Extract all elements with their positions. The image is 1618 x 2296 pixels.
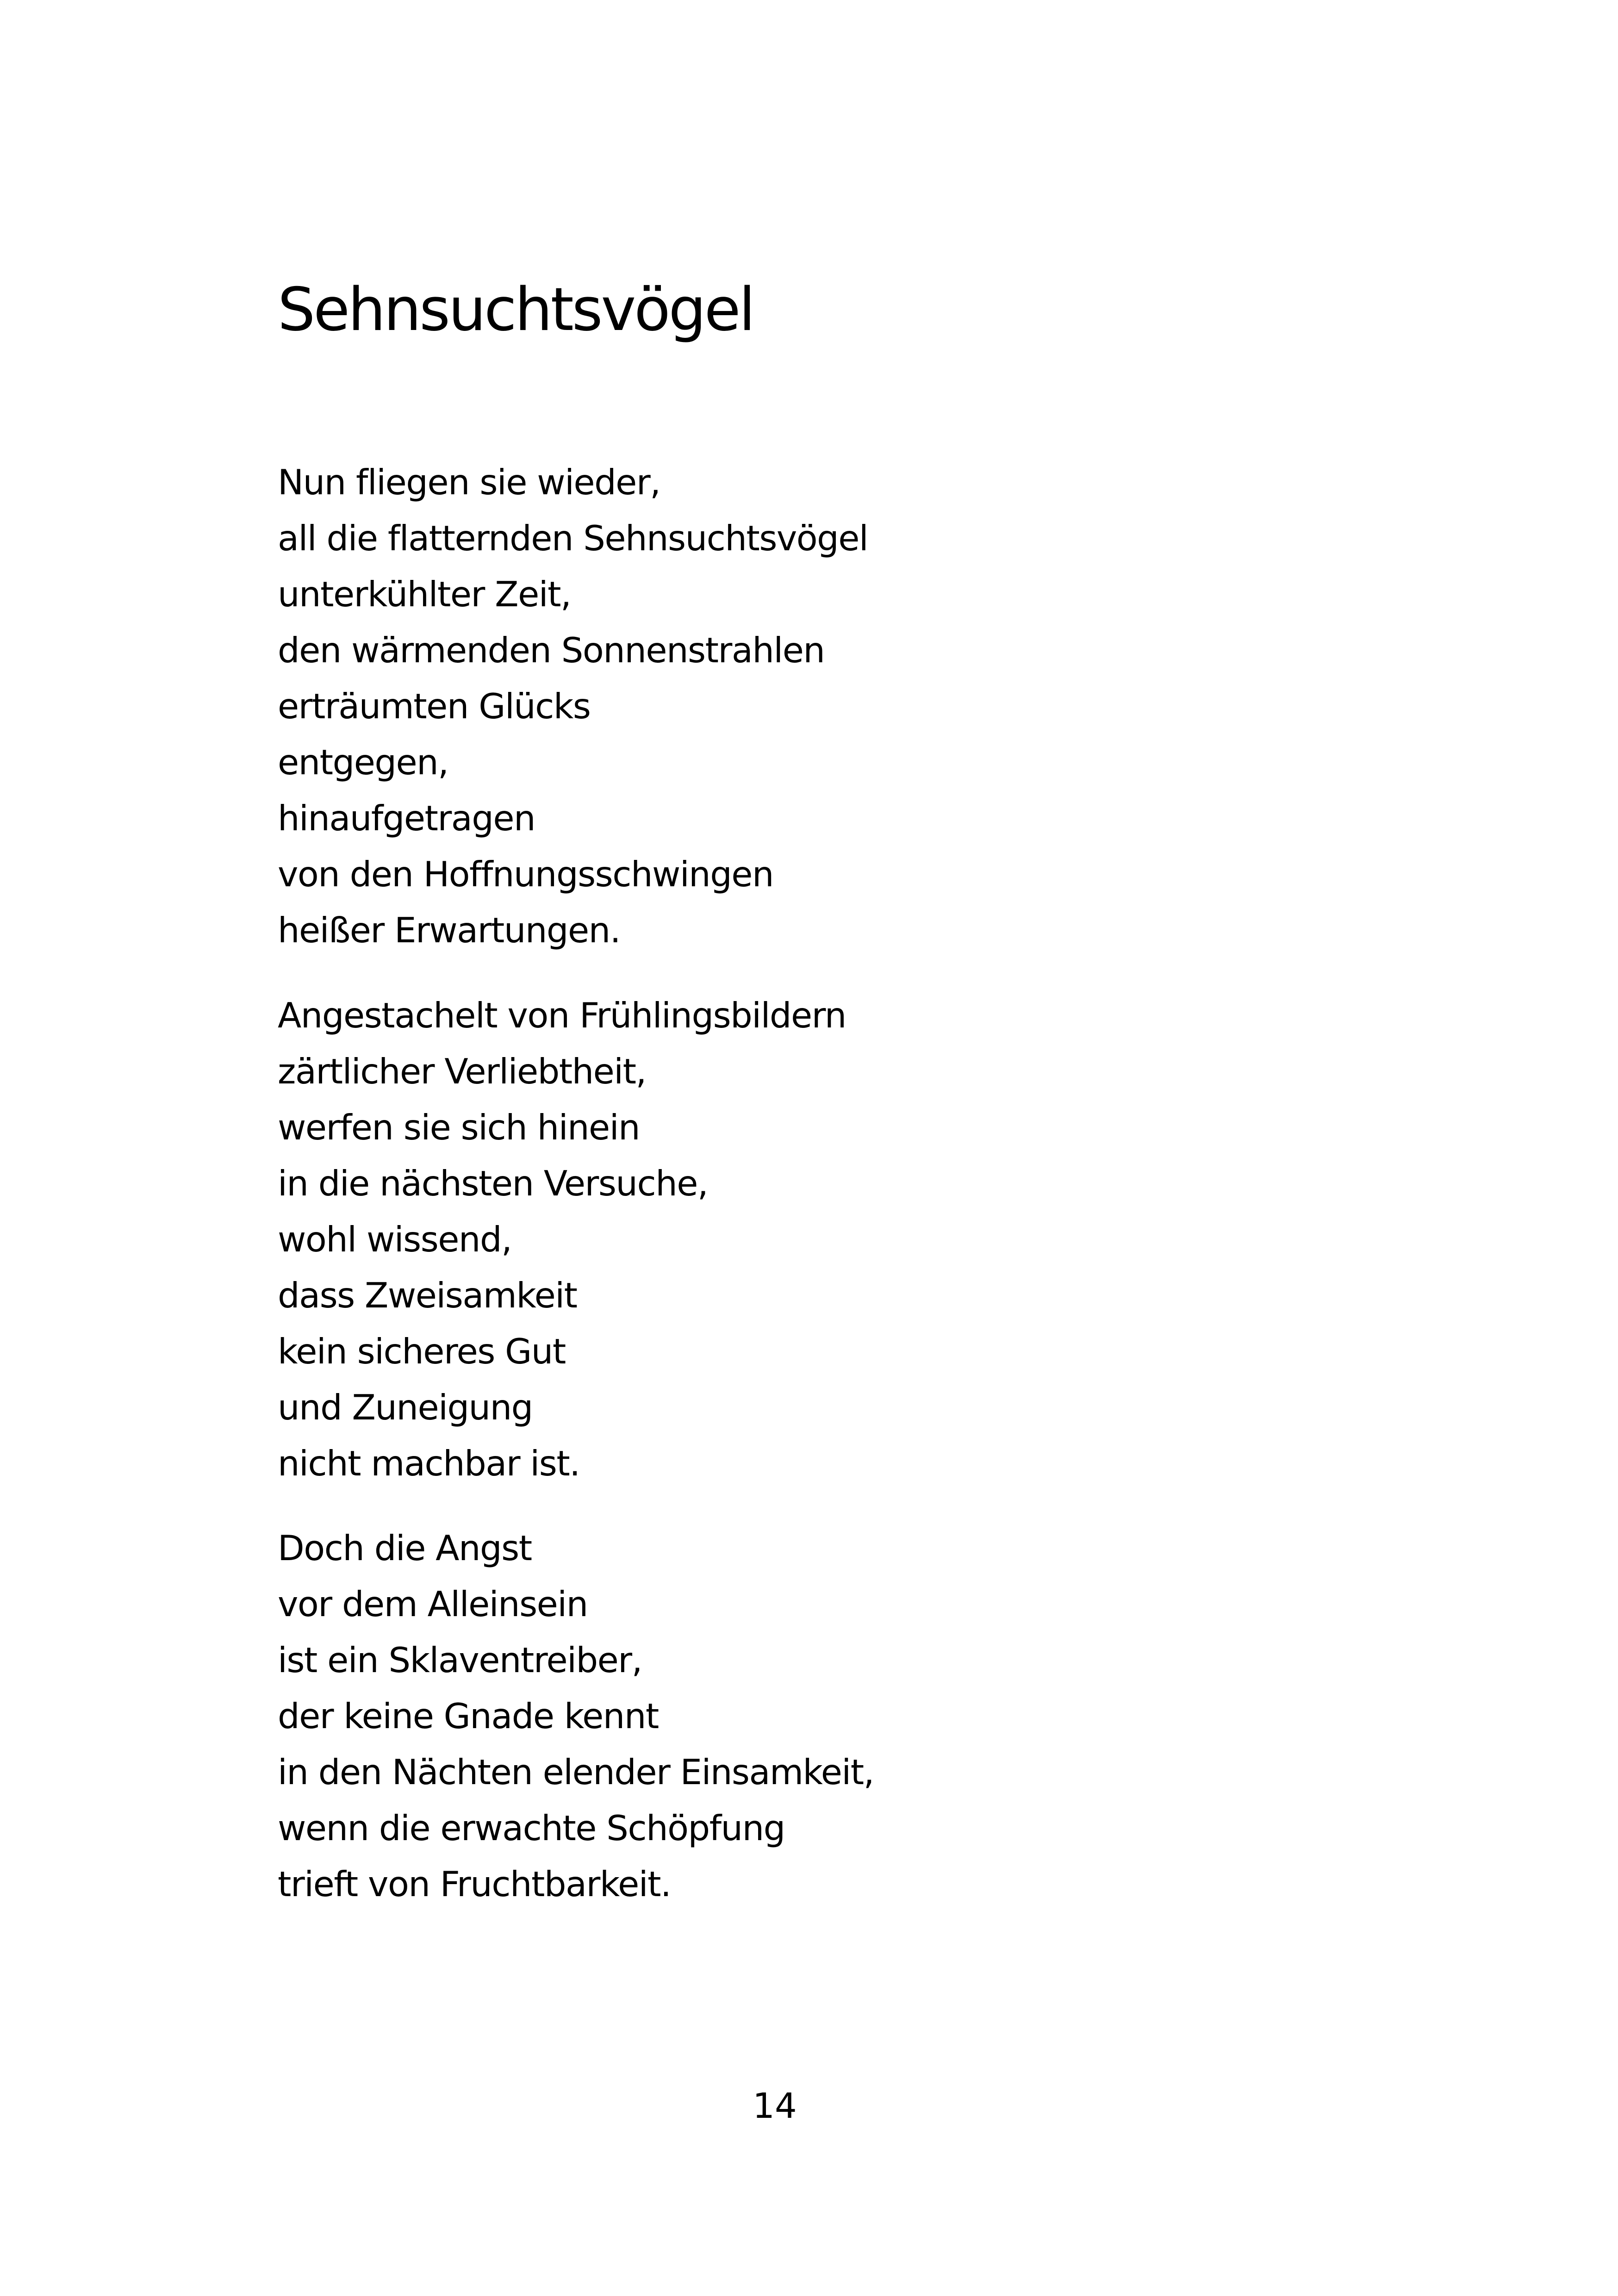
stanza-2: [278, 988, 846, 1492]
poem-line: kein sicheres Gut: [278, 1331, 566, 1372]
poem-line: nicht machbar ist.: [278, 1443, 580, 1484]
poem-line: den wärmenden Sonnenstrahlen: [278, 630, 825, 671]
page-number: 14: [753, 2085, 797, 2126]
poem-line: in die nächsten Versuche,: [278, 1163, 708, 1204]
poem-line: wenn die erwachte Schöpfung: [278, 1808, 785, 1848]
poem-line: zärtlicher Verliebtheit,: [278, 1051, 646, 1092]
stanza-1: [278, 454, 868, 958]
poem-line: von den Hoffnungsschwingen: [278, 854, 773, 895]
stanza-3: [278, 1520, 874, 1912]
poem-line: all die flatternden Sehnsuchtsvögel: [278, 518, 868, 559]
poem-line: Nun fliegen sie wieder,: [278, 462, 660, 503]
poem-line: entgegen,: [278, 742, 448, 783]
poem-line: vor dem Alleinsein: [278, 1584, 588, 1624]
poem-line: in den Nächten elender Einsamkeit,: [278, 1752, 874, 1792]
poem-line: der keine Gnade kennt: [278, 1696, 659, 1736]
poem-line: Angestachelt von Frühlingsbildern: [278, 995, 846, 1036]
poem-line: und Zuneigung: [278, 1387, 533, 1428]
poem-line: trieft von Fruchtbarkeit.: [278, 1864, 671, 1904]
poem-line: wohl wissend,: [278, 1219, 512, 1260]
poem-line: dass Zweisamkeit: [278, 1275, 577, 1316]
poem-line: ist ein Sklaventreiber,: [278, 1640, 642, 1680]
poem-line: erträumten Glücks: [278, 686, 591, 727]
poem-line: hinaufgetragen: [278, 798, 535, 839]
poem-line: unterkühlter Zeit,: [278, 574, 571, 615]
poem-title: Sehnsuchtsvögel: [278, 275, 754, 344]
poem-line: heißer Erwartungen.: [278, 910, 621, 951]
poem-line: werfen sie sich hinein: [278, 1107, 640, 1148]
poem-line: Doch die Angst: [278, 1528, 532, 1568]
